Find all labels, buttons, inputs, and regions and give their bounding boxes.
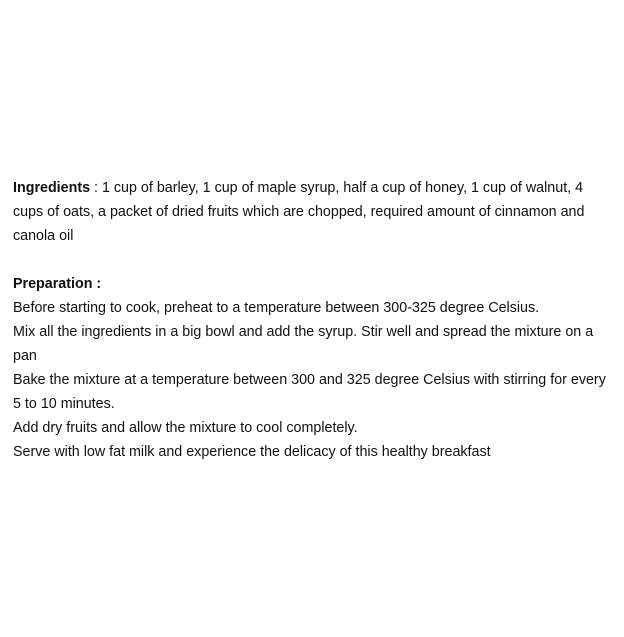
preparation-step: Serve with low fat milk and experience the delicacy of this healthy breakfast xyxy=(13,444,491,460)
preparation-step: Add dry fruits and allow the mixture to cool completely. xyxy=(13,420,358,436)
recipe-content xyxy=(13,176,613,464)
preparation-step: Mix all the ingredients in a big bowl and add the syrup. Stir well and spread the mixture on a pan xyxy=(13,324,594,364)
ingredients-text: 1 cup of barley, 1 cup of maple syrup, half a cup of honey, 1 cup of walnut, 4 cups of oats, a packet of dried fruits which are chopped, required amount of cinnamon and canola oil xyxy=(13,180,585,244)
ingredients-label: Ingredients xyxy=(13,180,91,196)
preparation-step: Bake the mixture at a temperature between 300 and 325 degree Celsius with stirring for every 5 to 10 minutes. xyxy=(13,372,606,412)
ingredients-separator: : xyxy=(90,180,102,196)
ingredients-paragraph xyxy=(13,176,613,248)
preparation-label: Preparation : xyxy=(13,276,102,292)
preparation-step: Before starting to cook, preheat to a temperature between 300-325 degree Celsius. xyxy=(13,300,540,316)
